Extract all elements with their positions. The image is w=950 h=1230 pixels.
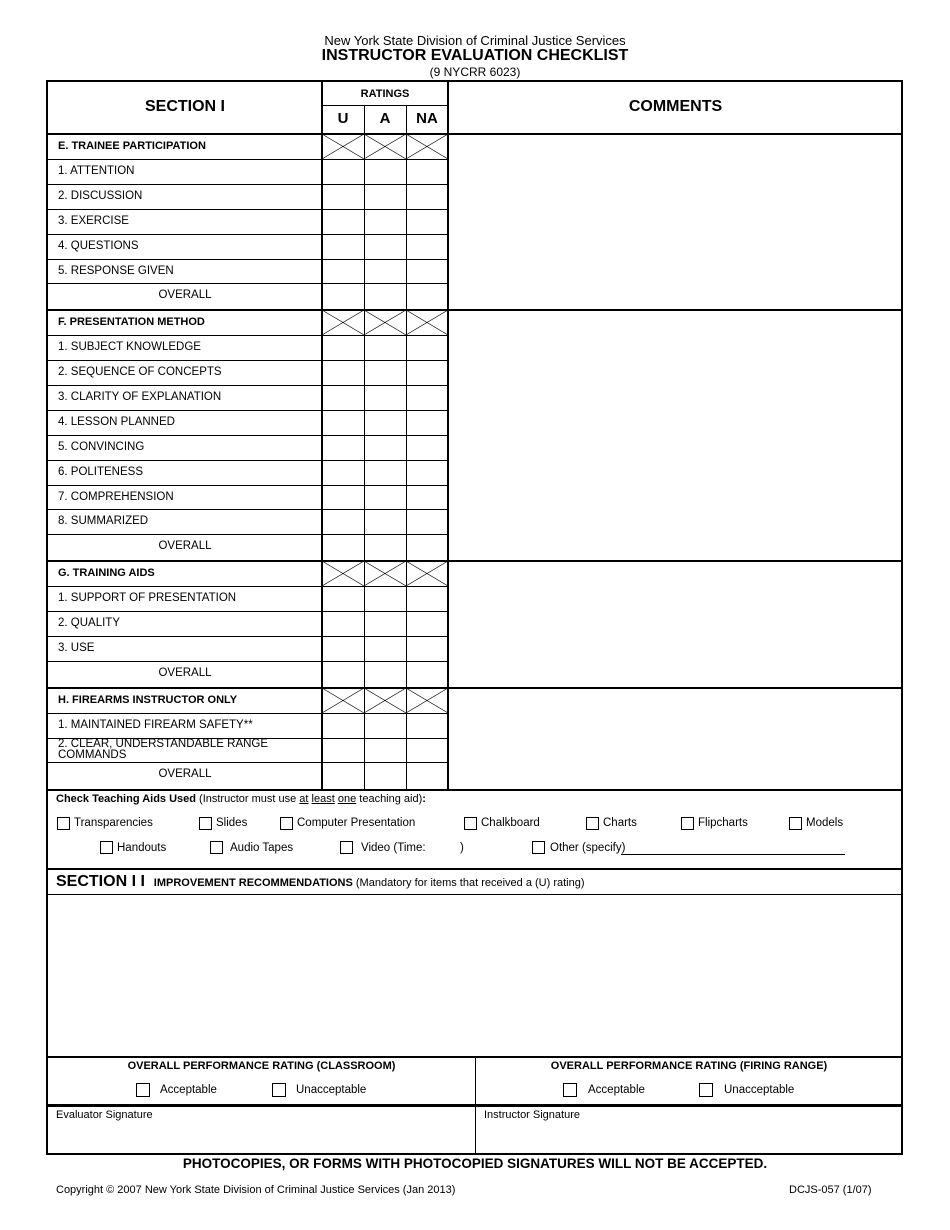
- rating-cell-a[interactable]: [365, 209, 406, 234]
- rating-cell-u[interactable]: [323, 611, 364, 636]
- not-applicable-x-cell: [322, 310, 364, 335]
- rating-cell-u[interactable]: [323, 410, 364, 435]
- rating-cell-na[interactable]: [407, 385, 448, 410]
- rating-cell-na[interactable]: [407, 762, 448, 787]
- checklist-item: 8. SUMMARIZED: [58, 515, 149, 527]
- not-applicable-x-cell: [364, 134, 406, 159]
- rating-cell-a[interactable]: [365, 738, 406, 763]
- checklist-item: 4. QUESTIONS: [58, 240, 139, 252]
- section-1-heading: SECTION I: [144, 98, 225, 115]
- rating-cell-na[interactable]: [407, 234, 448, 259]
- audio-tapes-label: Audio Tapes: [230, 842, 294, 854]
- overall-row-label: OVERALL: [158, 667, 212, 679]
- charts-label: Charts: [603, 817, 637, 829]
- rating-cell-na[interactable]: [407, 636, 448, 661]
- audio-tapes-checkbox[interactable]: [210, 841, 223, 854]
- models-checkbox[interactable]: [789, 817, 802, 830]
- rating-cell-u[interactable]: [323, 460, 364, 485]
- evaluation-form: [46, 80, 903, 1155]
- rating-cell-u[interactable]: [323, 360, 364, 385]
- video-label: Video (Time:: [361, 842, 426, 854]
- rating-cell-u[interactable]: [323, 184, 364, 209]
- checklist-item: 1. MAINTAINED FIREARM SAFETY**: [58, 719, 253, 731]
- not-applicable-x-cell: [364, 688, 406, 713]
- rating-cell-a[interactable]: [365, 234, 406, 259]
- agency-name: New York State Division of Criminal Justice Services: [324, 33, 626, 48]
- handouts-label: Handouts: [117, 842, 167, 854]
- evaluator-signature-label: Evaluator Signature: [56, 1109, 153, 1121]
- chalkboard-checkbox[interactable]: [464, 817, 477, 830]
- rating-cell-u[interactable]: [323, 586, 364, 611]
- regulation-reference: (9 NYCRR 6023): [429, 65, 521, 79]
- rating-cell-a[interactable]: [365, 534, 406, 559]
- other-checkbox[interactable]: [532, 841, 545, 854]
- computer-presentation-checkbox[interactable]: [280, 817, 293, 830]
- checklist-item: 2. CLEAR, UNDERSTANDABLE RANGE COMMANDS: [58, 738, 269, 761]
- classroom-acceptable-label: Acceptable: [160, 1084, 217, 1096]
- rating-cell-a[interactable]: [365, 713, 406, 738]
- copyright-notice: Copyright © 2007 New York State Division of Criminal Justice Services (Jan 2013): [56, 1184, 456, 1196]
- rating-cell-u[interactable]: [323, 234, 364, 259]
- not-applicable-x-cell: [364, 310, 406, 335]
- section-2-heading: SECTION I I IMPROVEMENT RECOMMENDATIONS (Mandatory for items that received a (U) rating): [56, 873, 585, 890]
- rating-cell-na[interactable]: [407, 209, 448, 234]
- checklist-item: 1. SUPPORT OF PRESENTATION: [58, 592, 237, 604]
- rating-cell-na[interactable]: [407, 159, 448, 184]
- checklist-item: 2. DISCUSSION: [58, 190, 143, 202]
- rating-cell-na[interactable]: [407, 661, 448, 686]
- not-applicable-x-cell: [406, 134, 448, 159]
- charts-checkbox[interactable]: [586, 817, 599, 830]
- rating-cell-a[interactable]: [365, 636, 406, 661]
- checklist-item: 3. USE: [58, 642, 95, 654]
- rating-na-heading: NA: [416, 110, 438, 127]
- rating-cell-u[interactable]: [323, 259, 364, 284]
- rating-cell-na[interactable]: [407, 335, 448, 360]
- rating-cell-na[interactable]: [407, 435, 448, 460]
- photocopy-warning: PHOTOCOPIES, OR FORMS WITH PHOTOCOPIED SIGNATURES WILL NOT BE ACCEPTED.: [182, 1156, 768, 1171]
- form-number: DCJS-057 (1/07): [789, 1184, 872, 1196]
- rating-cell-a[interactable]: [365, 259, 406, 284]
- rating-cell-a[interactable]: [365, 611, 406, 636]
- teaching-aids-prompt: Check Teaching Aids Used (Instructor must use at least one teaching aid):: [56, 793, 426, 805]
- slides-checkbox[interactable]: [199, 817, 212, 830]
- instructor-signature-field[interactable]: [476, 1122, 901, 1152]
- not-applicable-x-cell: [364, 561, 406, 586]
- not-applicable-x-cell: [322, 688, 364, 713]
- checklist-item: 2. QUALITY: [58, 617, 120, 629]
- ratings-heading: RATINGS: [360, 88, 410, 100]
- checklist-item: 3. CLARITY OF EXPLANATION: [58, 391, 222, 403]
- overall-row-label: OVERALL: [158, 768, 212, 780]
- classroom-unacceptable-checkbox[interactable]: [272, 1083, 286, 1097]
- rating-cell-u[interactable]: [323, 335, 364, 360]
- rating-cell-u[interactable]: [323, 385, 364, 410]
- improvement-recommendations-area[interactable]: [48, 895, 901, 1055]
- not-applicable-x-cell: [406, 561, 448, 586]
- rating-cell-a[interactable]: [365, 586, 406, 611]
- not-applicable-x-cell: [322, 134, 364, 159]
- slides-label: Slides: [216, 817, 248, 829]
- transparencies-label: Transparencies: [74, 817, 153, 829]
- group-title: E. TRAINEE PARTICIPATION: [58, 140, 206, 152]
- checklist-item: 2. SEQUENCE OF CONCEPTS: [58, 366, 222, 378]
- models-label: Models: [806, 817, 844, 829]
- rating-cell-u[interactable]: [323, 713, 364, 738]
- rating-cell-u[interactable]: [323, 209, 364, 234]
- rating-cell-u[interactable]: [323, 485, 364, 510]
- checklist-item: 1. ATTENTION: [58, 165, 135, 177]
- overall-row-label: OVERALL: [158, 540, 212, 552]
- rating-cell-na[interactable]: [407, 184, 448, 209]
- checklist-item: 5. RESPONSE GIVEN: [58, 265, 174, 277]
- form-title: INSTRUCTOR EVALUATION CHECKLIST: [321, 47, 629, 64]
- checklist-item: 6. POLITENESS: [58, 466, 144, 478]
- rating-cell-na[interactable]: [407, 713, 448, 738]
- video-checkbox[interactable]: [340, 841, 353, 854]
- rating-cell-a[interactable]: [365, 485, 406, 510]
- flipcharts-checkbox[interactable]: [681, 817, 694, 830]
- rating-cell-a[interactable]: [365, 410, 406, 435]
- other-specify-line[interactable]: [621, 854, 845, 855]
- rating-a-heading: A: [379, 110, 391, 127]
- rating-cell-na[interactable]: [407, 738, 448, 763]
- checklist-item: 4. LESSON PLANNED: [58, 416, 175, 428]
- rating-cell-u[interactable]: [323, 159, 364, 184]
- classroom-acceptable-checkbox[interactable]: [136, 1083, 150, 1097]
- rating-cell-na[interactable]: [407, 410, 448, 435]
- rating-cell-u[interactable]: [323, 636, 364, 661]
- overall-row-label: OVERALL: [158, 289, 212, 301]
- group-title: F. PRESENTATION METHOD: [58, 316, 205, 328]
- checklist-item: 1. SUBJECT KNOWLEDGE: [58, 341, 201, 353]
- rating-cell-na[interactable]: [407, 283, 448, 308]
- instructor-signature-label: Instructor Signature: [484, 1109, 580, 1121]
- range-acceptable-label: Acceptable: [588, 1084, 645, 1096]
- handouts-checkbox[interactable]: [100, 841, 113, 854]
- classroom-unacceptable-label: Unacceptable: [296, 1084, 367, 1096]
- group-title: H. FIREARMS INSTRUCTOR ONLY: [58, 694, 238, 706]
- transparencies-checkbox[interactable]: [57, 817, 70, 830]
- not-applicable-x-cell: [322, 561, 364, 586]
- computer-presentation-label: Computer Presentation: [297, 817, 416, 829]
- range-rating-title: OVERALL PERFORMANCE RATING (FIRING RANGE): [550, 1060, 828, 1072]
- rating-cell-u[interactable]: [323, 534, 364, 559]
- rating-cell-a[interactable]: [365, 762, 406, 787]
- rating-cell-a[interactable]: [365, 661, 406, 686]
- rating-cell-a[interactable]: [365, 283, 406, 308]
- chalkboard-label: Chalkboard: [481, 817, 540, 829]
- checklist-item: 3. EXERCISE: [58, 215, 129, 227]
- not-applicable-x-cell: [406, 688, 448, 713]
- rating-cell-a[interactable]: [365, 159, 406, 184]
- rating-cell-a[interactable]: [365, 184, 406, 209]
- rating-cell-u[interactable]: [323, 738, 364, 763]
- rating-cell-na[interactable]: [407, 460, 448, 485]
- rating-cell-na[interactable]: [407, 259, 448, 284]
- rating-cell-na[interactable]: [407, 360, 448, 385]
- not-applicable-x-cell: [406, 310, 448, 335]
- rating-cell-u[interactable]: [323, 661, 364, 686]
- rating-cell-u[interactable]: [323, 283, 364, 308]
- video-close-paren: ): [460, 842, 464, 854]
- rating-cell-a[interactable]: [365, 335, 406, 360]
- classroom-rating-title: OVERALL PERFORMANCE RATING (CLASSROOM): [127, 1060, 396, 1072]
- rating-cell-a[interactable]: [365, 435, 406, 460]
- range-unacceptable-checkbox[interactable]: [699, 1083, 713, 1097]
- flipcharts-label: Flipcharts: [698, 817, 748, 829]
- rating-cell-u[interactable]: [323, 762, 364, 787]
- rating-cell-a[interactable]: [365, 509, 406, 534]
- checklist-item: 7. COMPREHENSION: [58, 491, 174, 503]
- rating-cell-na[interactable]: [407, 586, 448, 611]
- rating-cell-na[interactable]: [407, 534, 448, 559]
- rating-u-heading: U: [337, 110, 349, 127]
- group-title: G. TRAINING AIDS: [58, 567, 155, 579]
- rating-cell-u[interactable]: [323, 509, 364, 534]
- range-unacceptable-label: Unacceptable: [724, 1084, 795, 1096]
- rating-cell-na[interactable]: [407, 509, 448, 534]
- rating-cell-a[interactable]: [365, 385, 406, 410]
- range-acceptable-checkbox[interactable]: [563, 1083, 577, 1097]
- evaluator-signature-field[interactable]: [48, 1122, 475, 1152]
- rating-cell-na[interactable]: [407, 485, 448, 510]
- other-label: Other (specify): [550, 842, 626, 854]
- rating-cell-u[interactable]: [323, 435, 364, 460]
- rating-cell-a[interactable]: [365, 460, 406, 485]
- checklist-item: 5. CONVINCING: [58, 441, 145, 453]
- rating-cell-a[interactable]: [365, 360, 406, 385]
- rating-cell-na[interactable]: [407, 611, 448, 636]
- comments-heading: COMMENTS: [628, 98, 723, 115]
